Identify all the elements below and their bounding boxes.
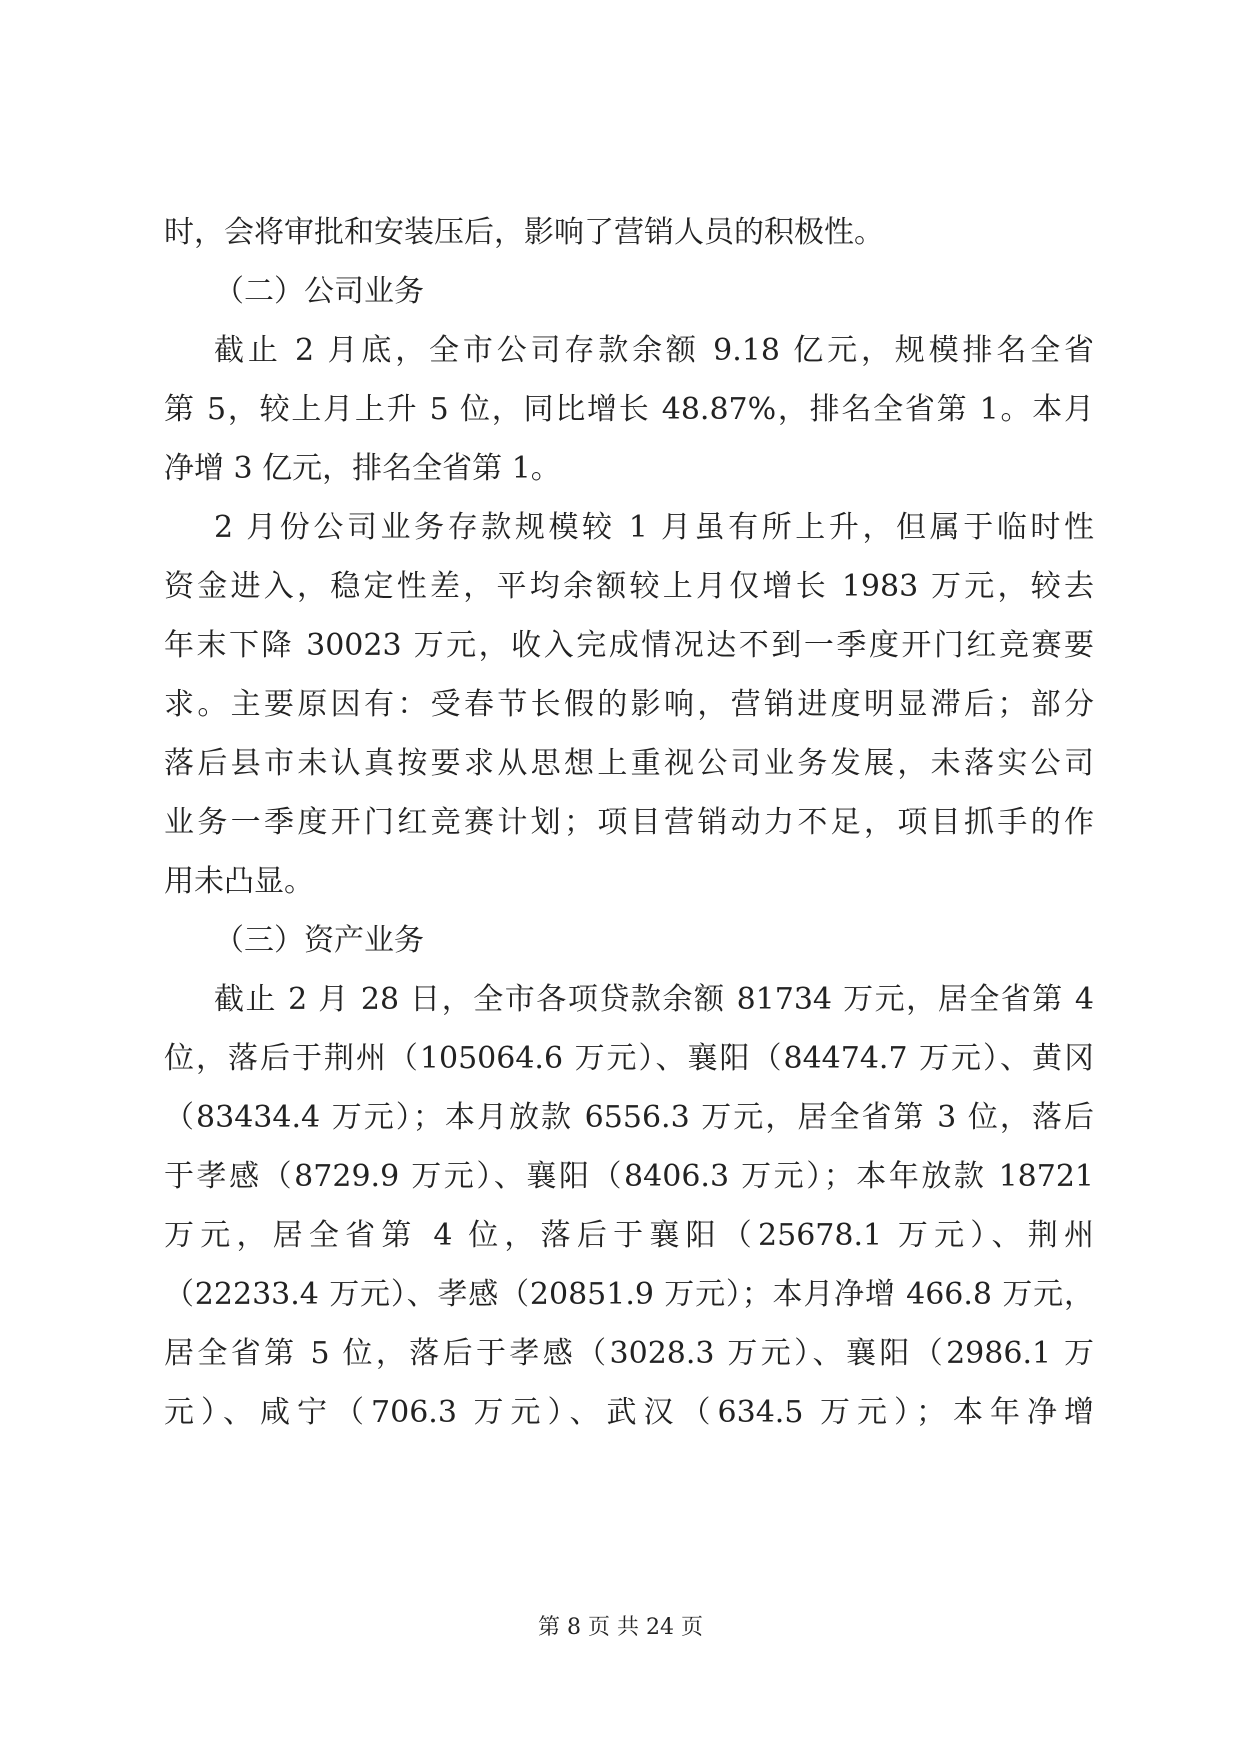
body-text-line: 求。主要原因有：受春节长假的影响，营销进度明显滞后；部分 xyxy=(164,687,1094,722)
body-text-line: 截止 2 月 28 日，全市各项贷款余额 81734 万元，居全省第 4 xyxy=(214,982,1094,1017)
body-text-line: （83434.4 万元）；本月放款 6556.3 万元，居全省第 3 位，落后 xyxy=(164,1100,1094,1135)
body-text-line: 第 5，较上月上升 5 位，同比增长 48.87%，排名全省第 1。本月 xyxy=(164,392,1094,427)
body-text-line: 位，落后于荆州（105064.6 万元）、襄阳（84474.7 万元）、黄冈 xyxy=(164,1041,1094,1076)
body-text-line: 截止 2 月底，全市公司存款余额 9.18 亿元，规模排名全省 xyxy=(214,333,1094,368)
body-text-line: 于孝感（8729.9 万元）、襄阳（8406.3 万元）；本年放款 18721 xyxy=(164,1159,1094,1194)
body-text-line: 元）、咸宁（706.3 万元）、武汉（634.5 万元）；本年净增 xyxy=(164,1395,1094,1430)
body-text-line: 2 月份公司业务存款规模较 1 月虽有所上升，但属于临时性 xyxy=(214,510,1094,545)
body-text-line: 用未凸显。 xyxy=(164,864,314,899)
body-text-line: （22233.4 万元）、孝感（20851.9 万元）；本月净增 466.8 万元， xyxy=(164,1277,1094,1312)
body-text-line: 时，会将审批和安装压后，影响了营销人员的积极性。 xyxy=(164,215,884,250)
section-heading: （三）资产业务 xyxy=(214,923,424,958)
body-text-line: 居全省第 5 位，落后于孝感（3028.3 万元）、襄阳（2986.1 万 xyxy=(164,1336,1094,1371)
body-text-line: 万元，居全省第 4 位，落后于襄阳（25678.1 万元）、荆州 xyxy=(164,1218,1094,1253)
body-text-line: 落后县市未认真按要求从思想上重视公司业务发展，未落实公司 xyxy=(164,746,1094,781)
section-heading: （二）公司业务 xyxy=(214,274,424,309)
body-text-line: 净增 3 亿元，排名全省第 1。 xyxy=(164,451,561,486)
page-number-footer: 第 8 页 共 24 页 xyxy=(538,1615,703,1640)
body-text-line: 年末下降 30023 万元，收入完成情况达不到一季度开门红竞赛要 xyxy=(164,628,1094,663)
body-text-line: 资金进入，稳定性差，平均余额较上月仅增长 1983 万元，较去 xyxy=(164,569,1094,604)
body-text-line: 业务一季度开门红竞赛计划；项目营销动力不足，项目抓手的作 xyxy=(164,805,1094,840)
